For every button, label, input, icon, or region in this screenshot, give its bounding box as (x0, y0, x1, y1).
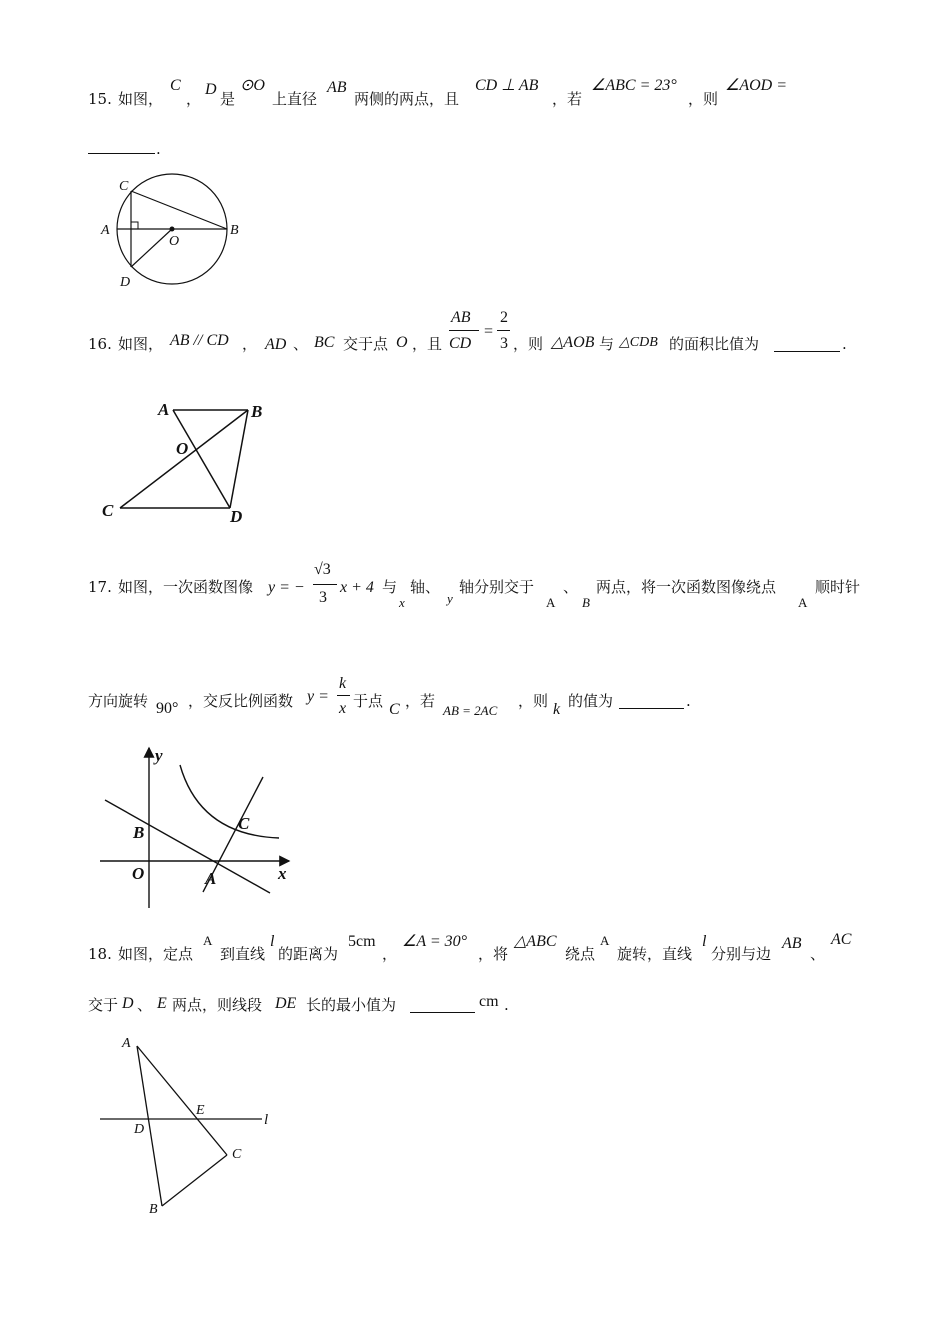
q16-ab-par-cd: AB // CD (170, 332, 229, 349)
q18-label-c: C (232, 1147, 242, 1162)
q17-answer-blank (619, 708, 684, 709)
q18-label-l: l (264, 1112, 269, 1128)
q16-answer-blank (774, 351, 840, 352)
q16-equals: = (484, 323, 494, 340)
q17-text3: 轴分别交于 (459, 578, 535, 596)
q15-period: . (156, 140, 161, 158)
q17-period: . (686, 692, 691, 710)
q17-label-c: C (238, 814, 250, 833)
q16-figure (95, 395, 285, 530)
q16-line-bd (230, 410, 248, 508)
q16-text3: ，且 (412, 335, 443, 353)
q17-ze: ，则 (518, 692, 549, 710)
q15-center-dot (170, 227, 175, 232)
q16-text: 如图， (118, 335, 164, 353)
q16-label-c: C (102, 501, 114, 520)
q18-unit-cm: cm (479, 993, 499, 1010)
q16-line-ad (173, 410, 230, 508)
q18-comma: ， (382, 945, 398, 963)
q18-text4: ，将 (478, 945, 509, 963)
q18-de: DE (275, 995, 297, 1012)
q17-label-a: A (205, 869, 217, 888)
q17-yudian: 于点 (353, 692, 384, 710)
q16-label-d: D (230, 507, 243, 526)
q16-label-o: O (176, 439, 189, 458)
q17-sqrt3: √3 (314, 561, 331, 578)
q17-deg90: 90° (156, 700, 179, 717)
q16-period: . (842, 335, 847, 353)
q18-label-d: D (134, 1122, 145, 1137)
q18-point-a: A (203, 933, 213, 948)
q17-point-b: B (582, 595, 590, 610)
q17-k: k (339, 675, 347, 692)
q17-text: 如图，一次函数图像 (118, 578, 254, 596)
q15-c: C (170, 77, 181, 94)
q18-text7: 分别与边 (711, 945, 772, 963)
q15-label-o: O (169, 234, 180, 249)
q15-answer-blank (88, 153, 155, 154)
q15-ab: AB (327, 79, 347, 96)
q17-y-axis: y (447, 591, 453, 606)
q18-line-l: l (270, 933, 275, 950)
q18-dun: 、 (810, 945, 826, 963)
q17-k2: k (553, 701, 561, 718)
q18-line-l2: l (702, 933, 707, 950)
q16-val-bar (497, 330, 510, 331)
q17-label-y: y (155, 746, 163, 765)
q17-point-a: A (546, 595, 556, 610)
q18-period: . (504, 996, 509, 1014)
q16-number: 16. (88, 335, 112, 353)
q18-tri-abc: △ABC (514, 933, 557, 950)
q17-number: 17. (88, 578, 112, 596)
q18-label-e: E (196, 1103, 205, 1118)
q16-text4: ，则 (513, 335, 544, 353)
q15-angle-aod: ∠AOD = (725, 77, 788, 94)
q18-text5: 绕点 (565, 945, 596, 963)
q18-point-e: E (157, 995, 167, 1012)
q15-label-a: A (101, 223, 110, 238)
q18-text6: 旋转，直线 (617, 945, 693, 963)
q16-tri-cdb: △CDB (619, 335, 658, 350)
q17-y-eq2: y = (307, 688, 329, 705)
q18-angle-a: ∠A = 30° (402, 933, 468, 950)
q17-line2-text2: ，交反比例函数 (188, 692, 294, 710)
q18-dun2: 、 (137, 996, 153, 1014)
q15-label-d: D (120, 275, 131, 290)
q16-label-b: B (251, 402, 263, 421)
q15-line-cb (131, 191, 227, 229)
q16-frac-den: CD (449, 335, 472, 352)
q17-label-b: B (133, 823, 145, 842)
q17-label-x: x (278, 864, 287, 883)
q18-side-ac (137, 1046, 227, 1155)
q16-label-a: A (158, 400, 170, 419)
q15-d: D (205, 81, 217, 98)
q16-comma: ， (242, 335, 258, 353)
q16-dun: 、 (293, 335, 309, 353)
q18-number: 18. (88, 945, 112, 963)
q17-three: 3 (319, 589, 327, 606)
q15-cd-perp-ab: CD ⊥ AB (475, 77, 539, 94)
q17-text6: 的值为 (568, 692, 614, 710)
q18-answer-blank (410, 1012, 475, 1013)
q15-text2: 上直径 (272, 90, 318, 108)
q18-5cm: 5cm (348, 933, 376, 950)
q15-label-c: C (119, 179, 129, 194)
q15-comma: ， (186, 90, 202, 108)
q17-yu: 与 (382, 578, 398, 596)
q16-val-den: 3 (500, 335, 508, 352)
q15-text: 如图， (118, 90, 164, 108)
q17-text2: 轴、 (410, 578, 441, 596)
q18-text: 如图，定点 (118, 945, 194, 963)
q18-ac: AC (831, 931, 852, 948)
q15-text4: ，若 (552, 90, 583, 108)
q17-y-eq: y = − (268, 579, 305, 596)
q17-hyperbola (180, 765, 279, 838)
q15-text3: 两侧的两点，且 (354, 90, 460, 108)
q17-frac-bar (313, 584, 337, 585)
q18-text3: 的距离为 (278, 945, 339, 963)
q15-label-b: B (230, 223, 239, 238)
q17-figure (95, 740, 300, 915)
q16-val-num: 2 (500, 309, 508, 326)
q15-figure (95, 170, 255, 295)
q17-x-den: x (339, 700, 347, 717)
q16-text5: 的面积比值为 (669, 335, 760, 353)
q16-o: O (396, 334, 408, 351)
q18-text2: 到直线 (220, 945, 266, 963)
q16-ad: AD (265, 336, 287, 353)
q16-tri-aob: △AOB (551, 334, 595, 351)
q16-frac-bar (449, 330, 479, 331)
q18-point-d: D (122, 995, 134, 1012)
q15-number: 15. (88, 90, 112, 108)
q17-ruo: ，若 (405, 692, 436, 710)
q17-text5: 顺时针 (815, 578, 861, 596)
q15-shi: 是 (220, 90, 236, 108)
q16-frac-num: AB (451, 309, 471, 326)
q17-label-o: O (132, 864, 145, 883)
q18-ab: AB (782, 935, 802, 952)
q17-line2-text: 方向旋转 (88, 692, 149, 710)
q15-circle-o: ⊙O (240, 77, 265, 94)
q15-line-do (131, 229, 172, 267)
q18-side-bc (162, 1155, 227, 1206)
q17-point-a2: A (798, 595, 808, 610)
q15-text5: ，则 (688, 90, 719, 108)
q16-text2: 交于点 (343, 335, 389, 353)
q17-x-axis: x (399, 595, 405, 610)
q17-k-bar (337, 695, 350, 696)
q17-dun: 、 (563, 578, 579, 596)
q17-text4: 两点，将一次函数图像绕点 (596, 578, 777, 596)
q16-yu: 与 (599, 335, 615, 353)
q18-point-a2: A (600, 933, 610, 948)
q18-line2-text: 交于 (88, 996, 119, 1014)
q18-label-b: B (149, 1202, 158, 1217)
q15-right-angle-mark (131, 222, 138, 229)
q18-label-a: A (122, 1036, 131, 1051)
q16-line-bc (120, 410, 248, 508)
q18-text8: 两点，则线段 (172, 996, 263, 1014)
q18-text9: 长的最小值为 (306, 996, 397, 1014)
q15-angle-abc: ∠ABC = 23° (591, 77, 677, 94)
q17-x-plus-4: x + 4 (340, 579, 374, 596)
q17-ab-2ac: AB = 2AC (443, 703, 498, 718)
q18-figure (95, 1030, 280, 1220)
q17-point-c: C (389, 701, 400, 718)
q16-bc: BC (314, 334, 335, 351)
